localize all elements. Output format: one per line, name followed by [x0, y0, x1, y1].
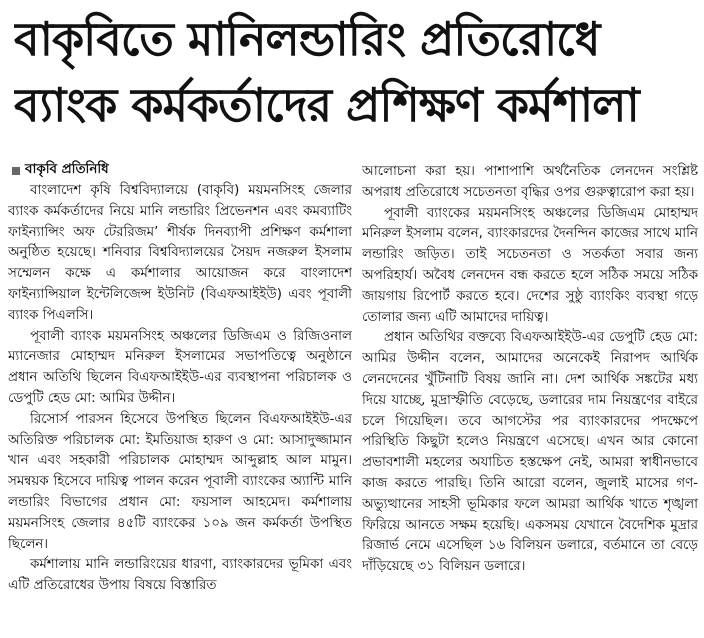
- headline: [14, 6, 694, 138]
- article-column-left: [8, 160, 352, 634]
- paragraph-continuation: আলোচনা করা হয়। পাশাপাশি অর্থনৈতিক লেনদেন সংশ্লিষ্ট অপরাধ প্রতিরোধে সচেতনতা বৃদ্ধির ওপর গুরুত্বারোপ করা হয়।: [362, 164, 698, 200]
- headline-line-1: বাকৃবিতে মানিলন্ডারিং প্রতিরোধে: [14, 12, 600, 66]
- paragraph: পূবালী ব্যাংক ময়মনসিংহ অঞ্চলের ডিজিএম ও রিজিওনাল ম্যানেজার মোহাম্মদ মনিরুল ইসলামের সভাপতিত্বে অনুষ্ঠানে প্রধান অতিথি ছিলেন বিএফআইইউ-এর ব্যবস্থাপনা পরিচালক ও ডেপুটি হেড মো: আমির উদ্দীন।: [8, 328, 352, 406]
- paragraph: পূবালী ব্যাংকের ময়মনসিংহ অঞ্চলের ডিজিএম মোহাম্মদ মনিরুল ইসলাম বলেন, ব্যাংকারদের দৈনন্দিন কাজের সাথে মানি লন্ডারিং জড়িত। তাই সচেতনতা ও সতর্কতা সবার জন্য অপরিহার্য। অবৈধ লেনদেন বন্ধ করতে হলে সঠিক সময়ে সঠিক জায়গায় রিপোর্ট করতে হবে। দেশের সুষ্ঠু ব্যাংকিং ব্যবস্থা গড়ে তোলার জন্য এটি আমাদের দায়িত্ব।: [362, 205, 698, 325]
- byline-text: বাকৃবি প্রতিনিধি: [25, 162, 109, 178]
- paragraph: কর্মশালায় মানি লন্ডারিংয়ের ধারণা, ব্যাংকারদের ভূমিকা এবং এটি প্রতিরোধের উপায় বিষয়ে বিস্তারিত: [8, 557, 352, 594]
- article-column-right: [362, 162, 698, 636]
- bullet-square-icon: [12, 167, 20, 175]
- byline: [8, 160, 352, 181]
- paragraph: বাংলাদেশ কৃষি বিশ্ববিদ্যালয়ে (বাকৃবি) ময়মনসিংহ জেলার ব্যাংক কর্মকর্তাদের নিয়ে মানি লন্ডারিং প্রিভেনশন এবং কমব্যাটিং ফাইন্যান্সিং অফ টেররিজম’ শীর্ষক দিনব্যাপী প্রশিক্ষণ কর্মশালা অনুষ্ঠিত হয়েছে। শনিবার বিশ্ববিদ্যালয়ের সৈয়দ নজরুল ইসলাম সম্মেলন কক্ষে এ কর্মশালার আয়োজন করে বাংলাদেশ ফাইন্যান্সিয়াল ইন্টেলিজেন্স ইউনিট (বিএফআইইউ) এবং পূবালী ব্যাংক পিএলসি।: [8, 183, 352, 323]
- paragraph: প্রধান অতিথির বক্তব্যে বিএফআইইউ-এর ডেপুটি হেড মো: আমির উদ্দীন বলেন, আমাদের অনেকেই নিরাপদ আর্থিক লেনদেনের খুঁটিনাটি বিষয় জানি না। দেশ আর্থিক সঙ্কটের মধ্য দিয়ে যাচ্ছে, মুদ্রাস্ফীতি বেড়েছে, ডলারের দাম নিয়ন্ত্রণের বাইরে চলে গিয়েছিল। তবে আগস্টের পর ব্যাংকারদের পদক্ষেপে পরিস্থিতি কিছুটা হলেও নিয়ন্ত্রণে এসেছে। এখন আর কোনো প্রভাবশালী মহলের অযাচিত হস্তক্ষেপ নেই, আমরা স্বাধীনভাবে কাজ করতে পারছি। তিনি আরো বলেন, জুলাই মাসের গণ-অভ্যুত্থানের সাহসী ভূমিকার ফলে আমরা আর্থিক খাতে শৃঙ্খলা ফিরিয়ে আনতে সক্ষম হয়েছি। একসময় যেখানে বৈদেশিক মুদ্রার রিজার্ভ নেমে এসেছিল ১৬ বিলিয়ন ডলারে, বর্তমানে তা বেড়ে দাঁড়িয়েছে ৩১ বিলিয়ন ডলারে।: [362, 330, 698, 575]
- headline-line-2: ব্যাংক কর্মকর্তাদের প্রশিক্ষণ কর্মশালা: [14, 78, 639, 132]
- paragraph: রিসোর্স পারসন হিসেবে উপস্থিত ছিলেন বিএফআইইউ-এর অতিরিক্ত পরিচালক মো: ইমতিয়াজ হারুণ ও মো: আসাদুজ্জামান খান এবং সহকারী পরিচালক মোহাম্মদ আব্দুল্লাহ আল মামুন। সমন্বয়ক হিসেবে দায়িত্ব পালন করেন পূবালী ব্যাংকের অ্যান্টি মানি লন্ডারিং বিভাগের প্রধান মো: ফয়সাল আহমেদ। কর্মশালায় ময়মনসিংহ জেলার ৪৫টি ব্যাংকের ১০৯ জন কর্মকর্তা উপস্থিত ছিলেন।: [8, 411, 352, 552]
